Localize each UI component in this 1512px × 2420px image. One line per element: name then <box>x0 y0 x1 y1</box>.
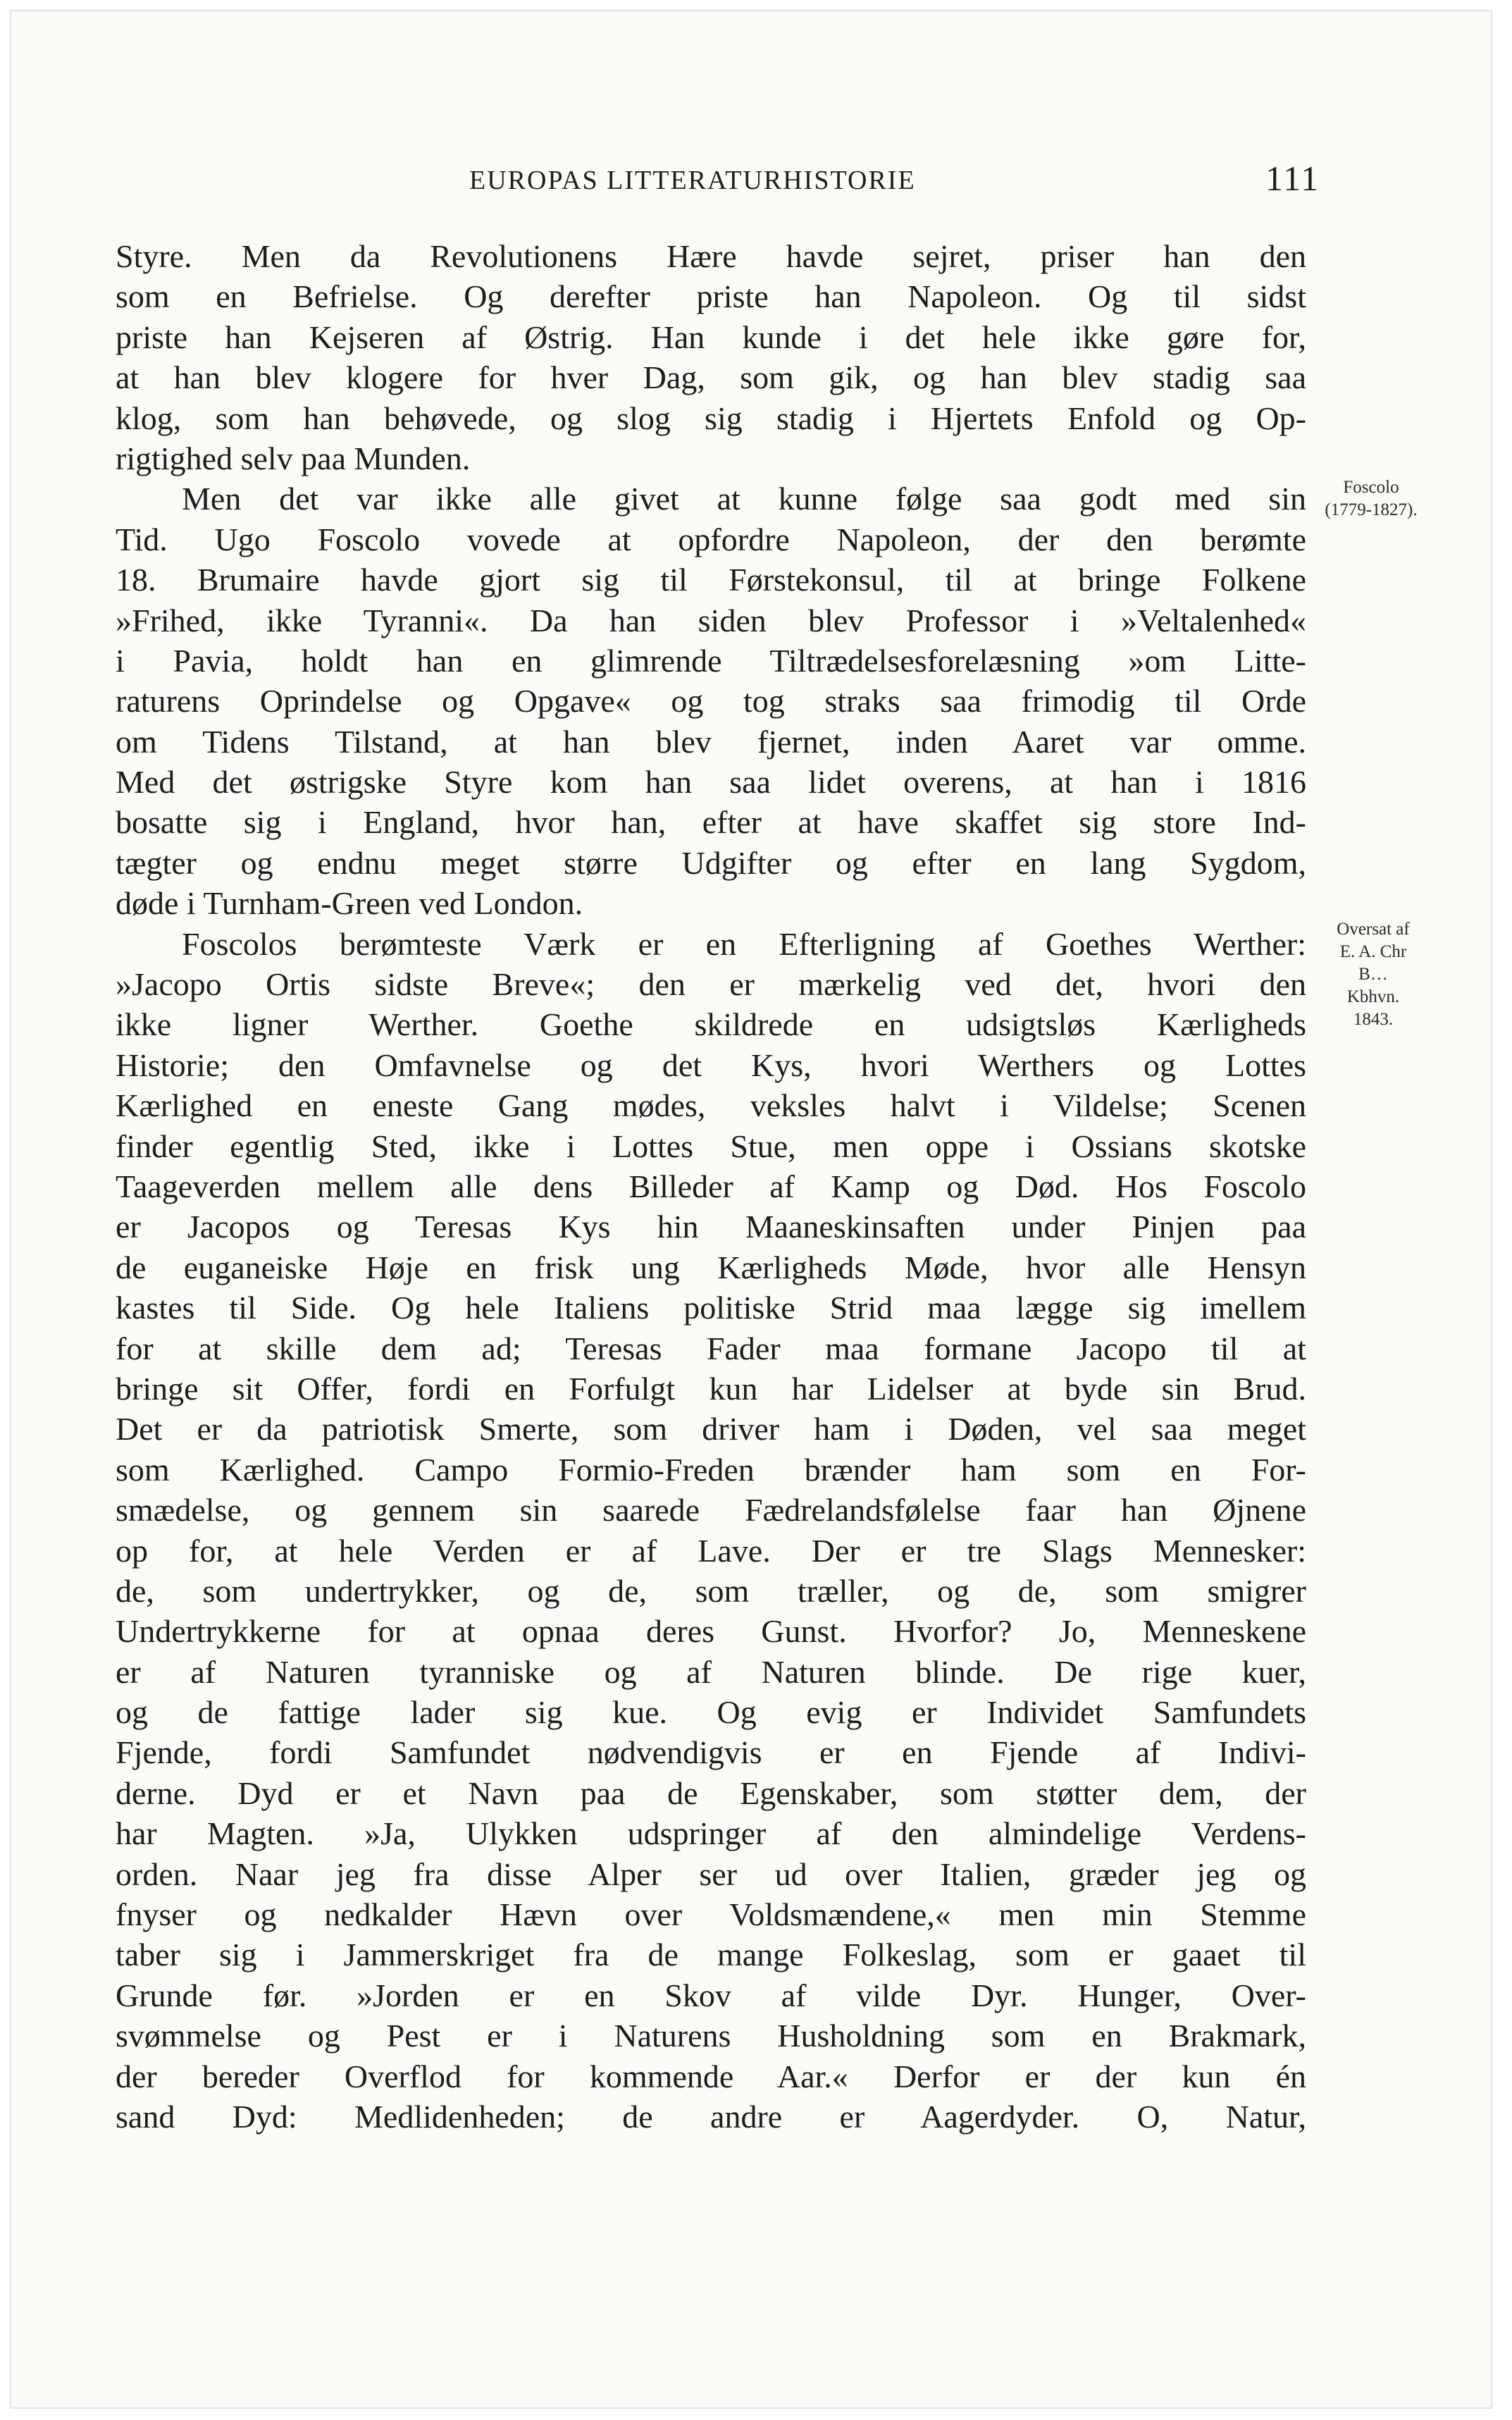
text-line: kastes til Side. Og hele Italiens politiske Strid maa lægge sig imellem <box>116 1290 1306 1326</box>
text-line: klog, som han behøvede, og slog sig stadig i Hjertets Enfold og Op- <box>116 400 1306 436</box>
margin-note-line: E. A. Chr <box>1339 942 1407 961</box>
text-line: op for, at hele Verden er af Lave. Der er tre Slags Mennesker: <box>116 1532 1306 1569</box>
text-line: som Kærlighed. Campo Formio-Freden brænder ham som en For- <box>116 1451 1306 1488</box>
text-line: har Magten. »Ja, Ulykken udspringer af den almindelige Verdens- <box>116 1815 1306 1852</box>
text-line: og de fattige lader sig kue. Og evig er Individet Samfundets <box>116 1694 1306 1731</box>
text-line: raturens Oprindelse og Opgave« og tog straks saa frimodig til Orde <box>116 683 1306 720</box>
text-line: de euganeiske Høje en frisk ung Kærligheds Møde, hvor alle Hensyn <box>116 1249 1306 1285</box>
margin-note-line: Foscolo <box>1343 478 1399 497</box>
text-line: døde i Turnham-Green ved London. <box>116 885 583 922</box>
text-line: at han blev klogere for hver Dag, som gik, og han blev stadig saa <box>116 359 1306 396</box>
text-line: bosatte sig i England, hvor han, efter at have skaffet sig store Ind- <box>116 804 1306 841</box>
text-line: 18. Brumaire havde gjort sig til Førstekonsul, til at bringe Folkene <box>116 562 1306 598</box>
text-line: finder egentlig Sted, ikke i Lottes Stue, men oppe i Ossians skotske <box>116 1128 1306 1164</box>
page-number: 111 <box>1265 159 1320 198</box>
text-line: »Jacopo Ortis sidste Breve«; den er mærkelig ved det, hvori den <box>116 966 1306 1003</box>
margin-note-line: B… <box>1358 965 1388 984</box>
text-line: Kærlighed en eneste Gang mødes, veksles halvt i Vildelse; Scenen <box>116 1087 1306 1124</box>
text-line: som en Befrielse. Og derefter priste han Napoleon. Og til sidst <box>116 278 1306 315</box>
text-line: smædelse, og gennem sin saarede Fædrelandsfølelse faar han Øjnene <box>116 1492 1306 1529</box>
text-line: ikke ligner Werther. Goethe skildrede en udsigtsløs Kærligheds <box>116 1006 1306 1043</box>
text-line: Men det var ikke alle givet at kunne følge saa godt med sin <box>182 481 1306 517</box>
book-page <box>10 10 1492 2409</box>
text-line: for at skille dem ad; Teresas Fader maa formane Jacopo til at <box>116 1330 1306 1366</box>
text-line: Historie; den Omfavnelse og det Kys, hvori Werthers og Lottes <box>116 1047 1306 1083</box>
text-line: Taageverden mellem alle dens Billeder af Kamp og Død. Hos Foscolo <box>116 1168 1306 1204</box>
margin-note-line: Oversat af <box>1337 920 1410 939</box>
margin-note-translation <box>1306 918 1440 1031</box>
text-line: i Pavia, holdt han en glimrende Tiltrædelsesforelæsning »om Litte- <box>116 642 1306 679</box>
text-line: Med det østrigske Styre kom han saa lidet overens, at han i 1816 <box>116 764 1306 801</box>
text-line: fnyser og nedkalder Hævn over Voldsmændene,« men min Stemme <box>116 1896 1306 1933</box>
text-line: svømmelse og Pest er i Naturens Husholdning som en Brakmark, <box>116 2018 1306 2054</box>
text-line: sand Dyd: Medlidenheden; de andre er Aagerdyder. O, Natur, <box>116 2098 1306 2135</box>
text-line: taber sig i Jammerskriget fra de mange Folkeslag, som er gaaet til <box>116 1937 1306 1973</box>
text-line: Styre. Men da Revolutionens Hære havde sejret, priser han den <box>116 238 1306 274</box>
text-line: Det er da patriotisk Smerte, som driver ham i Døden, vel saa meget <box>116 1411 1306 1447</box>
text-line: Undertrykkerne for at opnaa deres Gunst. Hvorfor? Jo, Menneskene <box>116 1613 1306 1650</box>
text-line: derne. Dyd er et Navn paa de Egenskaber, som støtter dem, der <box>116 1774 1306 1811</box>
text-line: Grunde før. »Jorden er en Skov af vilde Dyr. Hunger, Over- <box>116 1977 1306 2013</box>
text-line: de, som undertrykker, og de, som træller, og de, som smigrer <box>116 1572 1306 1609</box>
body-text <box>116 236 1306 2137</box>
text-line: orden. Naar jeg fra disse Alper ser ud over Italien, græder jeg og <box>116 1856 1306 1892</box>
text-line: Fjende, fordi Samfundet nødvendigvis er en Fjende af Indivi- <box>116 1734 1306 1771</box>
text-line: er Jacopos og Teresas Kys hin Maaneskinsaften under Pinjen paa <box>116 1209 1306 1245</box>
text-line: om Tidens Tilstand, at han blev fjernet, inden Aaret var omme. <box>116 723 1306 760</box>
margin-note-line: (1779-1827). <box>1325 500 1418 519</box>
text-line: priste han Kejseren af Østrig. Han kunde i det hele ikke gøre for, <box>116 319 1306 355</box>
margin-note-line: 1843. <box>1353 1010 1394 1029</box>
margin-note-foscolo <box>1311 476 1431 521</box>
text-line: bringe sit Offer, fordi en Forfulgt kun har Lidelser at byde sin Brud. <box>116 1370 1306 1407</box>
text-line: er af Naturen tyranniske og af Naturen blinde. De rige kuer, <box>116 1653 1306 1690</box>
text-line: rigtighed selv paa Munden. <box>116 440 471 476</box>
text-line: »Frihed, ikke Tyranni«. Da han siden blev Professor i »Veltalenhed« <box>116 602 1306 638</box>
text-line: Tid. Ugo Foscolo vovede at opfordre Napoleon, der den berømte <box>116 521 1306 557</box>
running-title: EUROPAS LITTERATURHISTORIE <box>469 166 916 195</box>
text-line: Foscolos berømteste Værk er en Efterligning af Goethes Werther: <box>182 925 1306 962</box>
margin-note-line: Kbhvn. <box>1346 987 1400 1006</box>
text-line: tægter og endnu meget større Udgifter og efter en lang Sygdom, <box>116 844 1306 881</box>
text-line: der bereder Overflod for kommende Aar.« Derfor er der kun én <box>116 2058 1306 2094</box>
